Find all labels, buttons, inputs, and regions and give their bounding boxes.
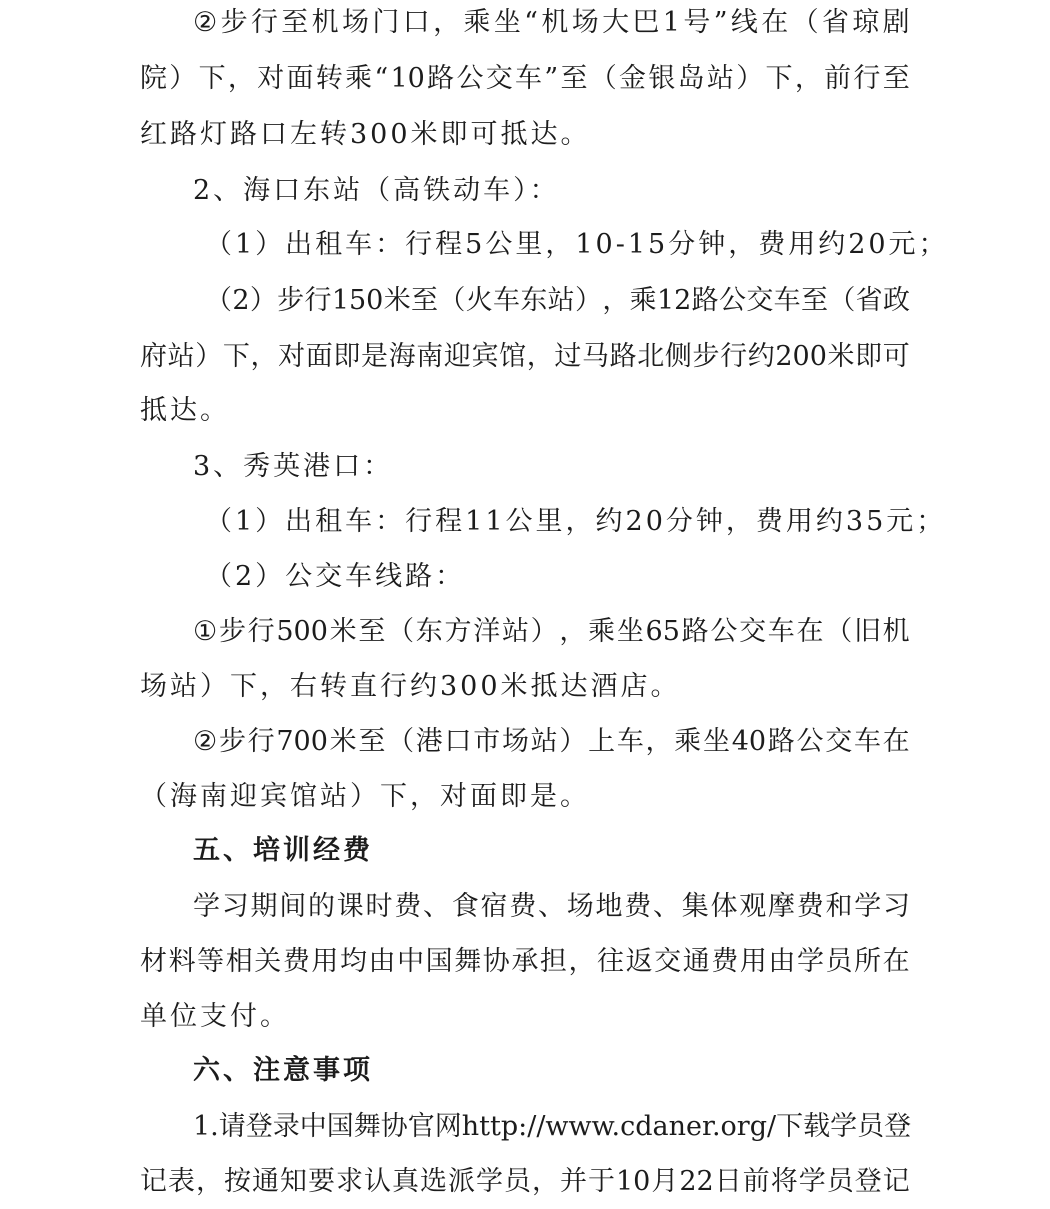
text-line-notes-2: 记 表 ， 按 通 知 要 求 认 真 选 派 学 员 ， 并 于 10 月 22 日 前 将 学 员 登 记 (140, 1166, 910, 1197)
text-line-bus-transfer: 院 ） 下 ， 对 面 转 乘 “ 10 路 公 交 车 ” 至 （ 金 银 岛 站 ） 下 ， 前 行 至 (140, 63, 910, 94)
subheading-haikou-east: 2、海口东站（高铁动车）： (193, 175, 560, 206)
text-line-guesthouse-station: （海南迎宾馆站）下，对面即是。 (140, 781, 590, 812)
subheading-xiuying-port: 3、秀英港口： (193, 451, 394, 482)
text-line-government-station: 府 站 ） 下 ， 对 面 即 是 海 南 迎 宾 馆 ， 过 马 路 北 侧 步 行 约 200 米 即 可 (140, 341, 910, 372)
text-line-bus-lines: （2）公交车线路： (205, 561, 466, 592)
text-line-route-40: ② 步 行 700 米 至 （ 港 口 市 场 站 ） 上 车 ， 乘 坐 40 路 公 交 车 在 (193, 726, 910, 757)
section-heading-notes: 六、注意事项 (193, 1055, 373, 1086)
text-line-old-airport: 场站）下，右转直行约300米抵达酒店。 (140, 671, 681, 702)
text-line-bus-route-2: ② 步 行 至 机 场 门 口 ， 乘 坐 “ 机 场 大 巴 1 号 ” 线 在 （ 省 琼 剧 (193, 7, 910, 38)
section-heading-training-fees: 五、培训经费 (193, 835, 373, 866)
text-line-fees-2: 材 料 等 相 关 费 用 均 由 中 国 舞 协 承 担 ， 往 返 交 通 费 用 由 学 员 所 在 (140, 946, 910, 977)
text-line-walk-east-station: （ 2 ） 步 行 150 米 至 （ 火 车 东 站 ） ， 乘 12 路 公 交 车 至 （ 省 政 (205, 285, 910, 316)
text-line-fees-3: 单位支付。 (140, 1001, 290, 1032)
text-line-arrive: 红路灯路口左转300米即可抵达。 (140, 119, 591, 150)
text-line-arrive-2: 抵达。 (140, 395, 230, 426)
text-line-taxi-1: （1）出租车：行程5公里，10-15分钟，费用约20元； (205, 229, 949, 260)
text-line-route-65: ① 步 行 500 米 至 （ 东 方 洋 站 ） ， 乘 坐 65 路 公 交 车 在 （ 旧 机 (193, 616, 910, 647)
text-line-taxi-2: （1）出租车：行程11公里，约20分钟，费用约35元； (205, 506, 947, 537)
text-line-notes-1: 1. 请 登 录 中 国 舞 协 官 网 http://www.cdaner.org/ 下 载 学 员 登 (193, 1111, 912, 1142)
text-line-fees-1: 学 习 期 间 的 课 时 费 、 食 宿 费 、 场 地 费 、 集 体 观 摩 费 和 学 习 (193, 891, 910, 922)
